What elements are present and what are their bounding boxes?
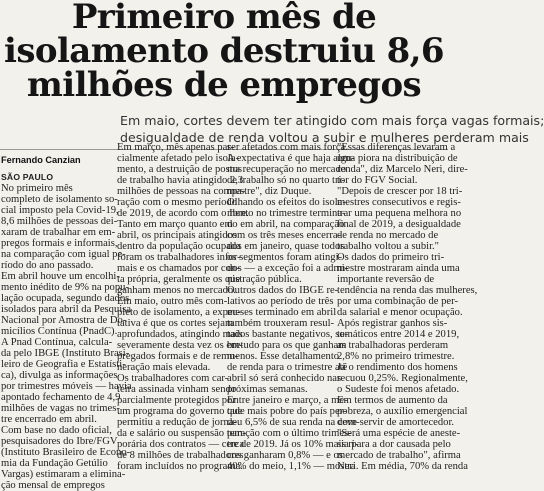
article-text-line: de trabalho só no quarto tri- — [227, 175, 345, 186]
headline — [0, 0, 448, 105]
article-column-3 — [227, 142, 360, 472]
article-text-line: ta própria, geralmente os que — [117, 274, 241, 285]
article-text-line: Tanto em março quanto em — [117, 219, 233, 230]
article-text-line: Olhando os efeitos do isola- — [227, 197, 346, 208]
article-text-line: Entre janeiro e março, a me- — [227, 395, 348, 406]
article-text-line: da salarial e menor ocupação. — [337, 307, 463, 318]
dateline: SÃO PAULO — [1, 172, 54, 182]
article-text-line: tre de 2019. Já os 10% mais ri- — [227, 439, 359, 450]
article-text-line: abril, os principais atingidos — [117, 230, 238, 241]
article-text-line: dos em janeiro, quase todos — [227, 241, 345, 252]
article-text-line: foram os trabalhadores infor- — [117, 252, 241, 263]
article-text-line: trar uma pequena melhora no — [337, 208, 462, 219]
article-text-line: de 8 milhões de trabalhadores — [117, 450, 244, 461]
article-text-line: ma recuperação no mercado — [227, 164, 347, 175]
article-text-line: "Depois de crescer por 18 tri- — [337, 186, 463, 197]
article-text-line: Neri. Em média, 70% da renda — [337, 461, 468, 472]
article-text-line: Com base no dado oficial, — [1, 425, 112, 436]
subheadline-line: desigualdade de renda voltou a subir e mulheres perderam mais — [120, 130, 529, 145]
article-text-line: Os dados do primeiro tri- — [337, 252, 445, 263]
article-text-line: meses terminado em abril — [227, 307, 337, 318]
article-text-line: um programa do governo que — [117, 406, 243, 417]
article-text-line: Nacional por Amostra de Do- — [1, 315, 127, 326]
subheadline — [120, 112, 544, 146]
article-text-line: por uma combinação de per- — [337, 296, 458, 307]
article-text-line: temáticos entre 2014 e 2019, — [337, 329, 460, 340]
article-text-line: leiro de Geografia e Estatísti- — [1, 359, 126, 370]
article-text-line: com os três meses encerra- — [227, 230, 342, 241]
article-column-1 — [1, 172, 132, 491]
article-text-line: dentro da população ocupada — [117, 241, 241, 252]
article-text-line: mercado de trabalho", afirma — [337, 450, 461, 461]
article-text-line: Vargas) estimaram a elimina- — [1, 469, 126, 480]
article-text-line: tor do FGV Social. — [337, 175, 418, 186]
article-text-line: ríodo do ano passado. — [1, 260, 94, 271]
article-text-line: na comparação com igual pe- — [1, 249, 126, 260]
article-text-line: aprofundados, atingindo mais — [117, 329, 243, 340]
article-text-line: Os trabalhadores com car- — [117, 373, 229, 384]
article-text-line: importante reversão de — [337, 274, 435, 285]
article-text-line: porária dos contratos — cerca — [117, 439, 245, 450]
article-text-line: Em termos de aumento da — [337, 395, 448, 406]
article-text-line: xaram de trabalhar em em- — [1, 227, 116, 238]
article-text-line: tados bastante negativos, so- — [227, 329, 349, 340]
headline-line: isolamento destruiu 8,6 — [4, 31, 444, 71]
article-text-line: mestre mostraram ainda uma — [337, 263, 460, 274]
article-text-line: uma piora na distribuição de — [337, 153, 458, 164]
article-text-line: mento no trimestre termina- — [227, 208, 346, 219]
article-text-line: A Pnad Contínua, calcula- — [1, 337, 113, 348]
article-text-line: próximas semanas. — [227, 384, 308, 395]
article-text-line: "Será uma espécie de aneste- — [337, 428, 461, 439]
article-text-line: Em março, mês apenas par- — [117, 142, 235, 153]
article-text-line: sia para a dor causada pelo — [337, 439, 451, 450]
article-text-line: micílios Contínua (PnadC). — [1, 326, 118, 337]
article-text-line: do em abril, na comparação — [227, 219, 345, 230]
article-text-line: tendência na renda das mulheres, — [337, 285, 478, 296]
article-text-line: de renda no mercado de — [337, 230, 439, 241]
headline-line: milhões de empregos — [26, 65, 422, 105]
article-text-line: ção mensal de empregos — [1, 480, 105, 491]
article-column-4 — [337, 142, 478, 472]
article-text-line: dos — a exceção foi a admi- — [227, 263, 349, 274]
article-text-line: tre encerrado em abril. — [1, 414, 97, 425]
article-text-line: mento, a destruição de postos — [117, 164, 243, 175]
article-text-line: pregos formais e informais, — [1, 238, 118, 249]
article-text-line: 40% do meio, 1,1% — mostra — [227, 461, 356, 472]
article-text-line: o Sudeste foi menos afetado. — [337, 384, 460, 395]
article-text-line: "Essas diferenças levaram a — [337, 142, 456, 153]
article-text-line: Após registrar ganhos sis- — [337, 318, 448, 329]
article-text-line: 2,8% no primeiro trimestre. — [337, 351, 455, 362]
article-text-line: os segmentos foram atingi- — [227, 252, 343, 263]
article-text-line: ser afetados com mais força. — [227, 142, 348, 153]
article-text-line: recuou 0,25%. Regionalmente, — [337, 373, 468, 384]
article-text-line: deu 6,5% de sua renda na com- — [227, 417, 360, 428]
article-text-line: da e salário ou suspensão tem- — [117, 428, 247, 439]
article-text-line: mais e os chamados por con- — [117, 263, 240, 274]
article-text-line: Outros dados do IBGE re- — [227, 285, 339, 296]
article-text-line: milhões de pessoas na compa- — [117, 186, 246, 197]
article-text-line: mestres consecutivos e regis- — [337, 197, 461, 208]
article-text-line: mia da Fundação Getúlio — [1, 458, 108, 469]
article-text-line: milhões de vagas no trimes- — [1, 403, 120, 414]
article-text-line: cialmente afetado pelo isola- — [117, 153, 240, 164]
article-text-line: ganham menos no mercado. — [117, 285, 236, 296]
article-text-line: completo de isolamento so- — [1, 194, 118, 205]
article-text-line: por trimestres móveis — havia — [1, 381, 132, 392]
article-text-line: final de 2019, a desigualdade — [337, 219, 461, 230]
article-text-line: trabalho voltou a subir." — [337, 241, 440, 252]
article-text-line: severamente desta vez os em- — [117, 340, 243, 351]
article-text-line: abril só será conhecido nas — [227, 373, 342, 384]
article-text-line: Em abril houve um encolhi- — [1, 271, 120, 282]
article-text-line: Já o rendimento dos homens — [337, 362, 458, 373]
article-text-line: deve servir de amortecedor. — [337, 417, 455, 428]
article-text-line: mestre", diz Duque. — [227, 186, 312, 197]
article-text-line: menos. Esse detalhamento — [227, 351, 340, 362]
article-text-line: as trabalhadoras perderam — [337, 340, 449, 351]
article-text-line: cos ganharam 0,8% — e os — [227, 450, 343, 461]
article-text-line: de 2019, de acordo com o Ibre. — [117, 208, 249, 219]
article-text-line: pesquisadores do Ibre/FGV — [1, 436, 118, 447]
headline-line: Primeiro mês de — [71, 0, 377, 37]
article-text-line: renda", diz Marcelo Neri, dire- — [337, 164, 468, 175]
subheadline-line: Em maio, cortes devem ter atingido com mais força vagas formais; — [120, 113, 544, 128]
article-text-line: da pelo IBGE (Instituto Brasi- — [1, 348, 130, 359]
article-text-line: bretudo para os que ganham — [227, 340, 347, 351]
byline: Fernando Canzian — [1, 155, 81, 165]
article-text-line: Em maio, outro mês com- — [117, 296, 228, 307]
article-text-line: permitiu a redução de jorna- — [117, 417, 238, 428]
article-text-line: foram incluídos no programa. — [117, 461, 243, 472]
article-text-line: parcialmente protegidos por — [117, 395, 236, 406]
article-text-line: (Instituto Brasileiro de Econo- — [1, 447, 131, 458]
article-text-line: isolados para abril da Pesquisa — [1, 304, 132, 315]
article-text-line: A expectativa é que haja algu- — [227, 153, 355, 164]
article-text-line: 8,6 milhões de pessoas dei- — [1, 216, 118, 227]
article-text-line: neração mais elevada. — [117, 362, 211, 373]
article-text-line: paração com o último trimes- — [227, 428, 352, 439]
article-text-line: ração com o mesmo período — [117, 197, 238, 208]
article-text-line: pregados formais e de remu- — [117, 351, 239, 362]
article-column-2 — [117, 142, 249, 472]
article-text-line: teira assinada vinham sendo — [117, 384, 237, 395]
article-text-line: lação ocupada, segundo dados — [1, 293, 130, 304]
article-text-line: nistração pública. — [227, 274, 302, 285]
article-text-line: ca), divulga as informações — [1, 370, 118, 381]
article-text-line: apontado fechamento de 4,9 — [1, 392, 121, 403]
article-text-line: tade mais pobre do país per- — [227, 406, 347, 417]
article-text-line: tativa é que os cortes sejam — [117, 318, 234, 329]
article-text-line: pleto de isolamento, a expec- — [117, 307, 241, 318]
article-text-line: também trouxeram resul- — [227, 318, 335, 329]
article-text-line: de trabalho havia atingido 2,3 — [117, 175, 244, 186]
article-text-line: cial imposto pela Covid-19, — [1, 205, 119, 216]
article-text-line: pobreza, o auxílio emergencial — [337, 406, 468, 417]
article-text-line: No primeiro mês — [1, 183, 73, 194]
article-text-line: de renda para o trimestre até — [227, 362, 348, 373]
article-text-line: lativos ao período de três — [227, 296, 334, 307]
article-text-line: mento inédito de 9% na popu- — [1, 282, 129, 293]
